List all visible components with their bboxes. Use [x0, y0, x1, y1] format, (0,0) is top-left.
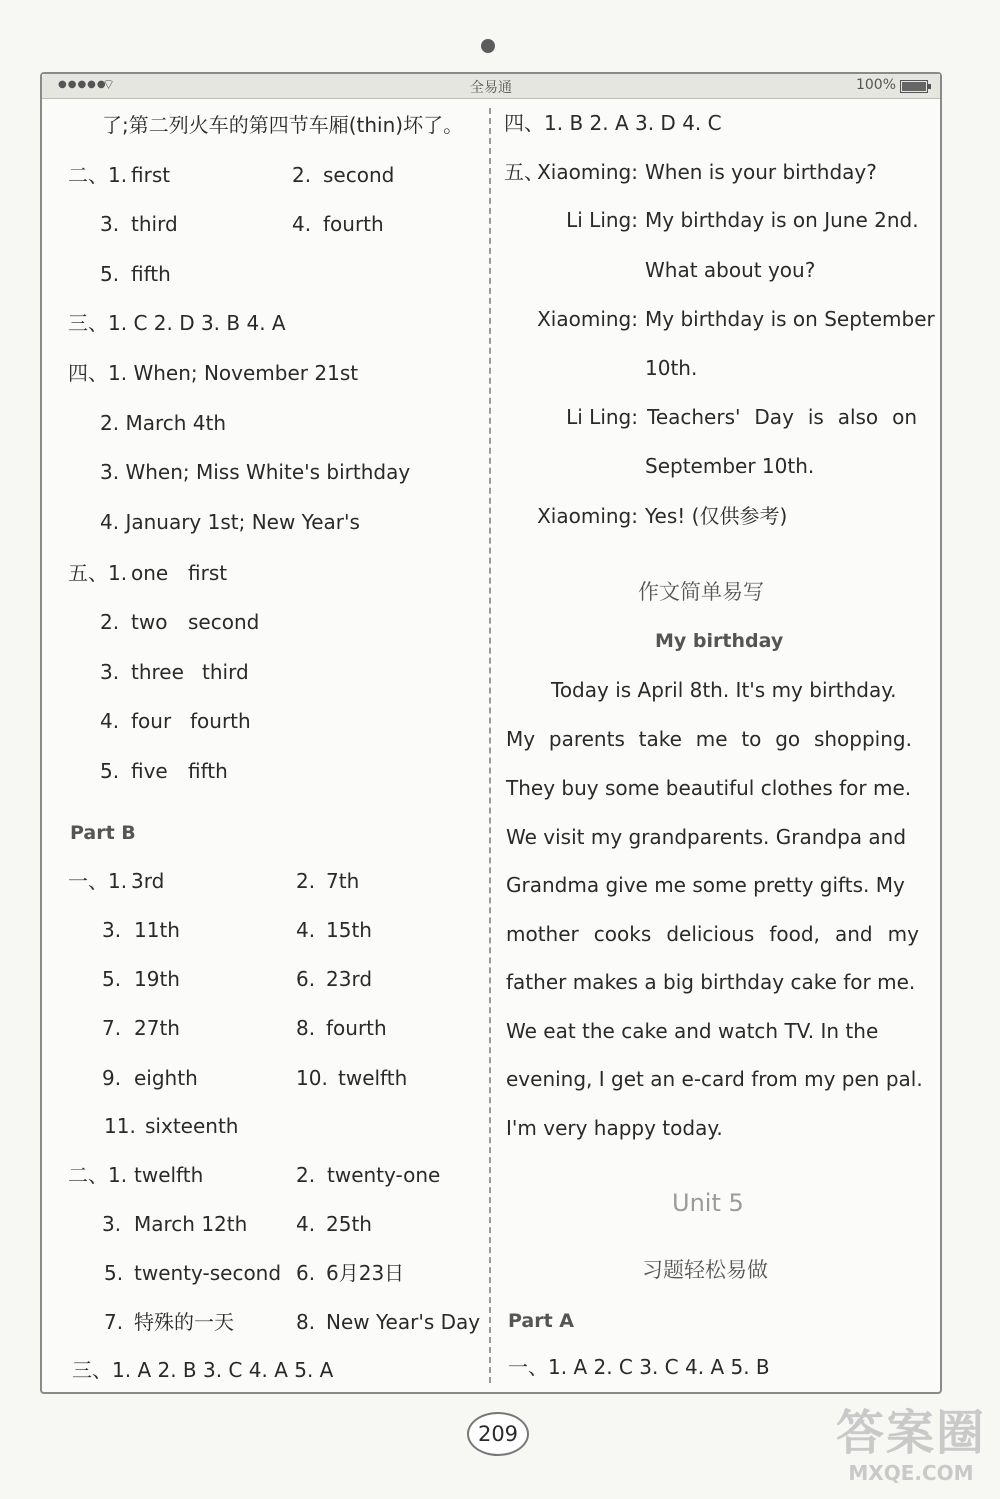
answer-text: 3rd [131, 869, 165, 893]
part-a-heading: Part A [508, 1310, 575, 1332]
answer-text: four [131, 709, 172, 733]
exercise-heading: 习题轻松易做 [642, 1258, 768, 1282]
answer-num: 8. [296, 1016, 316, 1040]
answer-text: twenty-one [327, 1163, 441, 1187]
answer-num: 2. [292, 163, 312, 187]
section-four-1: 四、1. When; November 21st [68, 361, 359, 385]
answer-num: 5. [102, 967, 122, 991]
essay-line: Today is April 8th. It's my birthday. [551, 678, 897, 702]
answer-num: 2. [100, 610, 120, 634]
left-line-1: 了;第二列火车的第四节车厢(thin)坏了。 [102, 113, 464, 137]
essay-word: My [506, 727, 536, 751]
dialog-word: on [892, 405, 917, 429]
dialog-text: 10th. [645, 356, 698, 380]
composition-heading: 作文简单易写 [638, 580, 764, 604]
dialog-word: is [807, 405, 824, 429]
answer-text: eighth [134, 1066, 198, 1090]
battery-icon [900, 80, 928, 93]
dialog-text: September 10th. [645, 454, 815, 478]
essay-word: to [741, 727, 762, 751]
essay-word: me [695, 727, 728, 751]
essay-word: cooks [593, 922, 652, 946]
essay-word: food, [769, 922, 820, 946]
answer-text: twelfth [338, 1066, 408, 1090]
answer-text: 11th [134, 918, 180, 942]
dialog-word: Day [754, 405, 794, 429]
answer-num: 2. [296, 869, 316, 893]
section-four-2: 2. March 4th [100, 411, 227, 435]
answer-num: 8. [296, 1310, 316, 1334]
answer-num: 9. [102, 1066, 122, 1090]
answer-num: 五、1. [68, 561, 128, 585]
essay-line [506, 922, 919, 946]
answer-text: 15th [326, 918, 372, 942]
essay-word: mother [506, 922, 579, 946]
status-title: 全易通 [470, 80, 512, 96]
answer-num: 二、1. [68, 163, 128, 187]
dialog-text: My birthday is on June 2nd. [645, 208, 919, 232]
answer-text: March 12th [134, 1212, 248, 1236]
answer-num: 3. [100, 660, 120, 684]
answer-num: 二、1. [68, 1163, 128, 1187]
answer-num: 6. [296, 1261, 316, 1285]
answer-text: 特殊的一天 [134, 1310, 234, 1334]
part-a-answers: 一、1. A 2. C 3. C 4. A 5. B [508, 1355, 770, 1379]
answer-num: 3. [100, 212, 120, 236]
essay-line: evening, I get an e-card from my pen pal. [506, 1067, 923, 1091]
answer-text: two [131, 610, 168, 634]
answer-text: first [188, 561, 228, 585]
essay-line: We visit my grandparents. Grandpa and [506, 825, 907, 849]
answer-text: twenty-second [134, 1261, 282, 1285]
answer-text: fifth [188, 759, 228, 783]
answer-num: 5. [100, 262, 120, 286]
essay-line: They buy some beautiful clothes for me. [506, 776, 912, 800]
signal-icon: ●●●●● [58, 79, 107, 90]
section-five-label: 五、 [504, 160, 544, 184]
answer-text: third [131, 212, 178, 236]
essay-word: my [887, 922, 919, 946]
dialog-speaker: Li Ling: [566, 405, 638, 429]
answer-num: 4. [296, 918, 316, 942]
part-b-heading: Part B [70, 822, 136, 844]
wifi-icon: ⌔ [102, 77, 116, 93]
section-four-3: 3. When; Miss White's birthday [100, 460, 411, 484]
answer-text: sixteenth [145, 1114, 239, 1138]
camera-dot [481, 39, 495, 53]
essay-line: I'm very happy today. [506, 1116, 723, 1140]
right-section-four: 四、1. B 2. A 3. D 4. C [504, 111, 722, 135]
essay-line [506, 727, 912, 751]
essay-word: parents [548, 727, 625, 751]
dialog-word: also [837, 405, 879, 429]
composition-title: My birthday [655, 630, 784, 652]
dialog-speaker: Li Ling: [566, 208, 638, 232]
answer-text: fourth [326, 1016, 387, 1040]
answer-num: 3. [102, 1212, 122, 1236]
unit-heading: Unit 5 [672, 1189, 744, 1217]
essay-line: Grandma give me some pretty gifts. My [506, 873, 905, 897]
answer-num: 11. [104, 1114, 136, 1138]
dialog-word: Teachers' [647, 405, 741, 429]
dialog-speaker: Xiaoming: [537, 504, 638, 528]
essay-word: go [775, 727, 801, 751]
section-three-b: 三、1. A 2. B 3. C 4. A 5. A [72, 1358, 334, 1382]
answer-text: twelfth [134, 1163, 204, 1187]
answer-num: 7. [104, 1310, 124, 1334]
answer-text: second [188, 610, 260, 634]
dialog-speaker: Xiaoming: [537, 307, 638, 331]
answer-text: 19th [134, 967, 180, 991]
watermark-text: 答案圈 [835, 1405, 986, 1461]
answer-num: 4. [296, 1212, 316, 1236]
answer-text: one [131, 561, 169, 585]
watermark-logo [836, 1405, 986, 1485]
dialog-text: When is your birthday? [645, 160, 877, 184]
answer-num: 一、1. [68, 869, 128, 893]
answer-text: five [131, 759, 168, 783]
answer-text: fourth [323, 212, 384, 236]
answer-text: 25th [326, 1212, 372, 1236]
watermark-url: MXQE.COM [848, 1461, 974, 1485]
answer-text: New Year's Day [326, 1310, 481, 1334]
answer-text: fourth [190, 709, 251, 733]
essay-line: father makes a big birthday cake for me. [506, 970, 916, 994]
answer-text: 23rd [326, 967, 373, 991]
dialog-text: Yes! (仅供参考) [645, 504, 788, 528]
dialog-text [647, 405, 917, 429]
answer-num: 2. [296, 1163, 316, 1187]
answer-num: 4. [100, 709, 120, 733]
dialog-speaker: Xiaoming: [537, 160, 638, 184]
section-four-4: 4. January 1st; New Year's [100, 510, 360, 534]
dialog-text: My birthday is on September [645, 307, 935, 331]
page-number: 209 [467, 1412, 529, 1456]
battery-percent: 100% [855, 77, 896, 93]
section-three: 三、1. C 2. D 3. B 4. A [68, 311, 286, 335]
essay-word: delicious [666, 922, 755, 946]
answer-num: 6. [296, 967, 316, 991]
dialog-text: What about you? [645, 258, 816, 282]
answer-num: 7. [102, 1016, 122, 1040]
answer-text: fifth [131, 262, 171, 286]
answer-num: 10. [296, 1066, 328, 1090]
column-divider [489, 108, 491, 1383]
answer-text: three [131, 660, 184, 684]
essay-word: and [834, 922, 873, 946]
answer-num: 5. [104, 1261, 124, 1285]
answer-text: second [323, 163, 395, 187]
essay-line: We eat the cake and watch TV. In the [506, 1019, 879, 1043]
answer-text: 27th [134, 1016, 180, 1040]
answer-text: first [131, 163, 171, 187]
answer-num: 5. [100, 759, 120, 783]
answer-text: 6月23日 [326, 1261, 405, 1285]
essay-word: shopping. [813, 727, 912, 751]
status-bar [42, 74, 940, 99]
essay-word: take [638, 727, 682, 751]
answer-text: third [202, 660, 249, 684]
answer-num: 4. [292, 212, 312, 236]
answer-num: 3. [102, 918, 122, 942]
answer-text: 7th [326, 869, 360, 893]
